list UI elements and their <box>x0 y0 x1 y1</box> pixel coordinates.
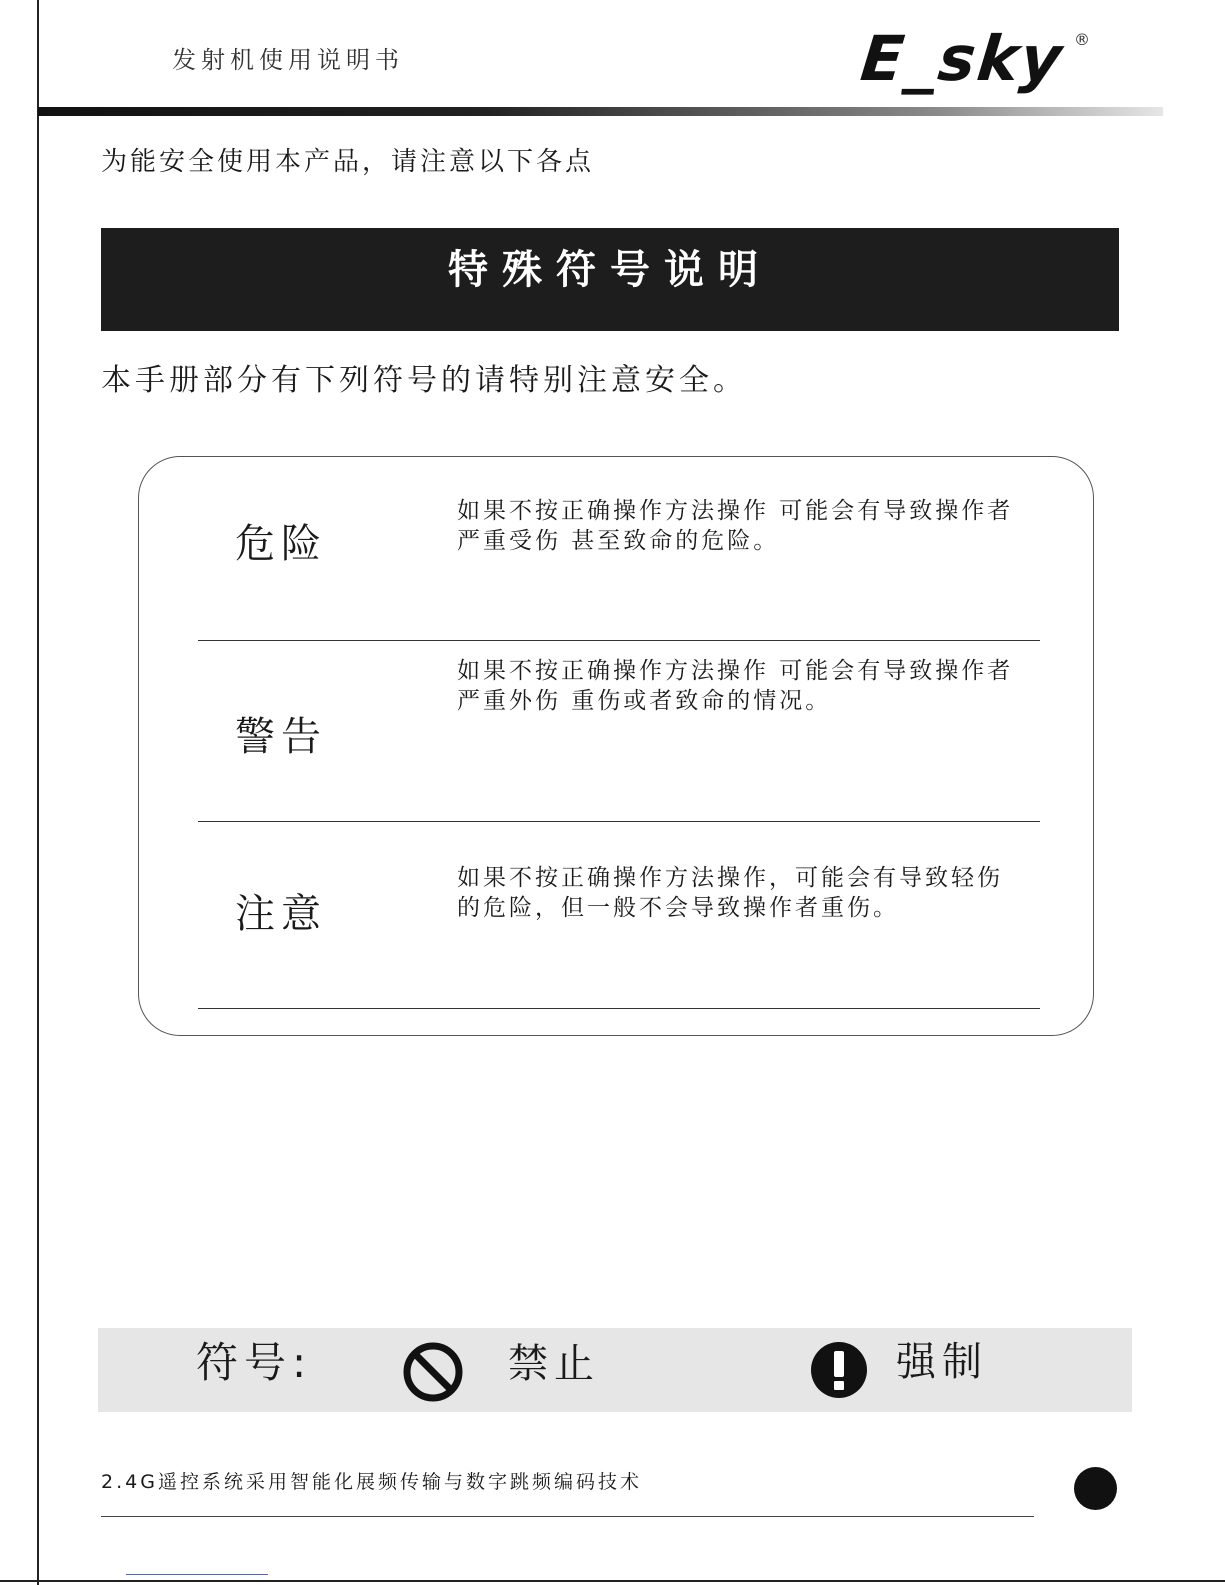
row-divider <box>198 821 1040 822</box>
mandatory-label: 强制 <box>896 1339 988 1385</box>
footer-divider <box>101 1516 1034 1517</box>
registered-mark: ® <box>1074 30 1090 49</box>
section-title: 特殊符号说明 <box>448 247 772 293</box>
row-divider <box>198 1008 1040 1009</box>
row-divider <box>198 640 1040 641</box>
symbol-legend-label: 符号: <box>196 1338 313 1387</box>
link-underline <box>126 1574 268 1575</box>
page-left-border <box>37 0 39 1585</box>
caution-description-line: 的危险，但一般不会导致操作者重伤。 <box>457 895 899 921</box>
footer-text: 2.4G遥控系统采用智能化展频传输与数字跳频编码技术 <box>101 1471 642 1493</box>
warning-description-line: 严重外伤 重伤或者致命的情况。 <box>457 688 832 714</box>
warning-description-line: 如果不按正确操作方法操作 可能会有导致操作者 <box>457 658 1014 684</box>
exclamation-icon <box>810 1341 868 1399</box>
caution-term: 注意 <box>235 891 327 937</box>
danger-description-line: 严重受伤 甚至致命的危险。 <box>457 528 780 554</box>
prohibition-icon <box>402 1341 464 1403</box>
caution-description <box>457 863 1067 923</box>
caution-description-line: 如果不按正确操作方法操作，可能会有导致轻伤 <box>457 865 1003 891</box>
warning-term: 警告 <box>235 714 327 760</box>
danger-description <box>457 496 1067 556</box>
section-title-band <box>101 228 1119 331</box>
prohibit-label: 禁止 <box>508 1341 600 1387</box>
logo-wordmark: E_sky <box>857 22 1068 95</box>
intro-text: 为能安全使用本产品，请注意以下各点 <box>101 147 595 177</box>
section-subtitle: 本手册部分有下列符号的请特别注意安全。 <box>101 363 747 398</box>
danger-description-line: 如果不按正确操作方法操作 可能会有导致操作者 <box>457 498 1014 524</box>
page-marker-dot <box>1074 1467 1117 1510</box>
warning-description <box>457 656 1067 716</box>
document-title: 发射机使用说明书 <box>172 46 404 74</box>
danger-term: 危险 <box>235 521 327 567</box>
header-gradient-bar <box>38 107 1163 116</box>
page-bottom-border <box>0 1580 1225 1582</box>
esky-logo <box>857 22 1090 95</box>
